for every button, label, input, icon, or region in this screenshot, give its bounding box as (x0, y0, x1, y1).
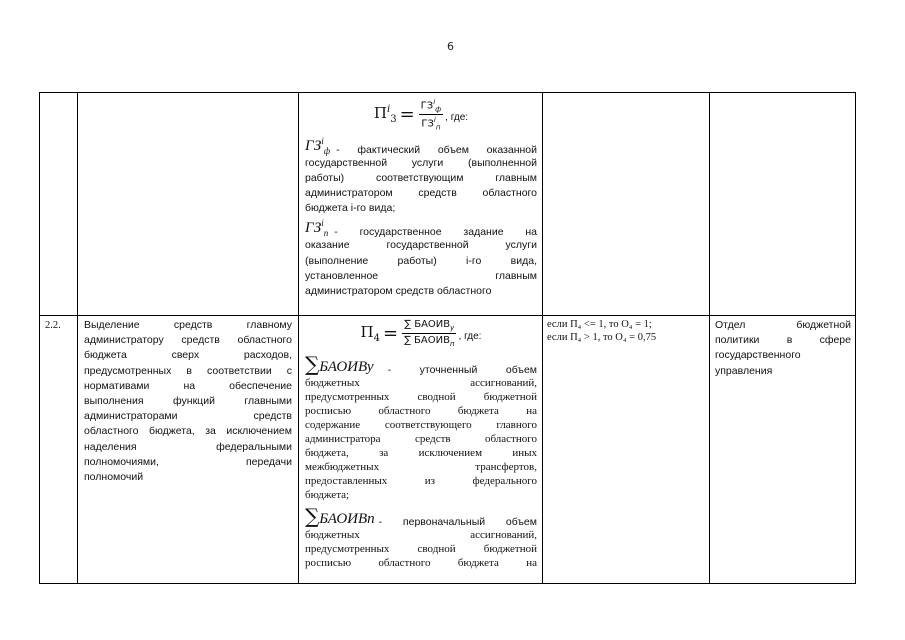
column-border (542, 92, 543, 584)
fraction: $\frac{ГЗ^i_ф}{ГЗ^i_п}$ (420, 98, 442, 132)
symbol-gz-plan: $ГЗ^i_п$ (305, 218, 329, 239)
column-border (77, 92, 78, 584)
row2-responsible-cell: Отдел бюджетной политики в сфере государственного управления (715, 319, 851, 377)
table-border-bottom (39, 583, 856, 584)
definition-baoiv-p: ∑БАОИВп - первоначальный объем бюджетных ассигнований, предусмотренных сводной бюджетной росписью областного бюджета на (305, 504, 537, 569)
symbol-baoiv-u: ∑БАОИВу (305, 352, 374, 376)
column-border (39, 92, 40, 584)
symbol-baoiv-p: ∑БАОИВп (305, 504, 375, 528)
fraction: $\frac{\sum БАОИВ_у}{\sum БАОИВ_п}$ (404, 319, 455, 348)
formula-p4: $П_4$ = $\frac{\sum БАОИВ_у}{\sum БАОИВ_п}$ , где: (360, 319, 482, 348)
row2-number: 2.2. (45, 320, 61, 331)
formula-p3: $П^i_3$ = $\frac{ГЗ^i_ф}{ГЗ^i_п}$ , где: (373, 98, 469, 132)
row1-method-cell (305, 94, 537, 299)
row2-score-cell: если П₄ <= 1, то О₄ = 1; если П₄ > 1, то О₄ = 0,75 (547, 319, 657, 343)
row2-method-cell (305, 317, 537, 583)
definition-gz-fact: $ГЗ^i_ф$ - фактический объем оказанной государственной услуги (выполненной работы) соответствующим главным администратором средств областного бюджета i-го вида; (305, 135, 537, 215)
column-border (855, 92, 856, 584)
column-border (709, 92, 710, 584)
column-border (298, 92, 299, 584)
row2-indicator-cell: Выделение средств главному администратору средств областного бюджета сверх расходов, предусмотренных в соответствии с нормативами на обеспечение выполнения функций главными администраторами средств областного бюджета, за исключением наделения федеральными полномочиями, передачи полномочий (84, 319, 292, 484)
definition-gz-plan: $ГЗ^i_п$ - государственное задание на оказание государственной услуги (выполнение работы) i-го вида, установленное главным администратором средств областного (305, 218, 537, 298)
row-separator (39, 315, 856, 316)
definition-baoiv-u: ∑БАОИВу - уточненный объем бюджетных ассигнований, предусмотренных сводной бюджетной росписью областного бюджета на содержание соответствующего главного администратора средств областного бюджета, за исключением иных межбюджетных трансфертов, предоставленных из федерального бюджета; (305, 352, 537, 501)
symbol-gz-fact: $ГЗ^i_ф$ (305, 135, 331, 156)
page-number: 6 (447, 40, 454, 53)
table-border-top (39, 92, 856, 93)
